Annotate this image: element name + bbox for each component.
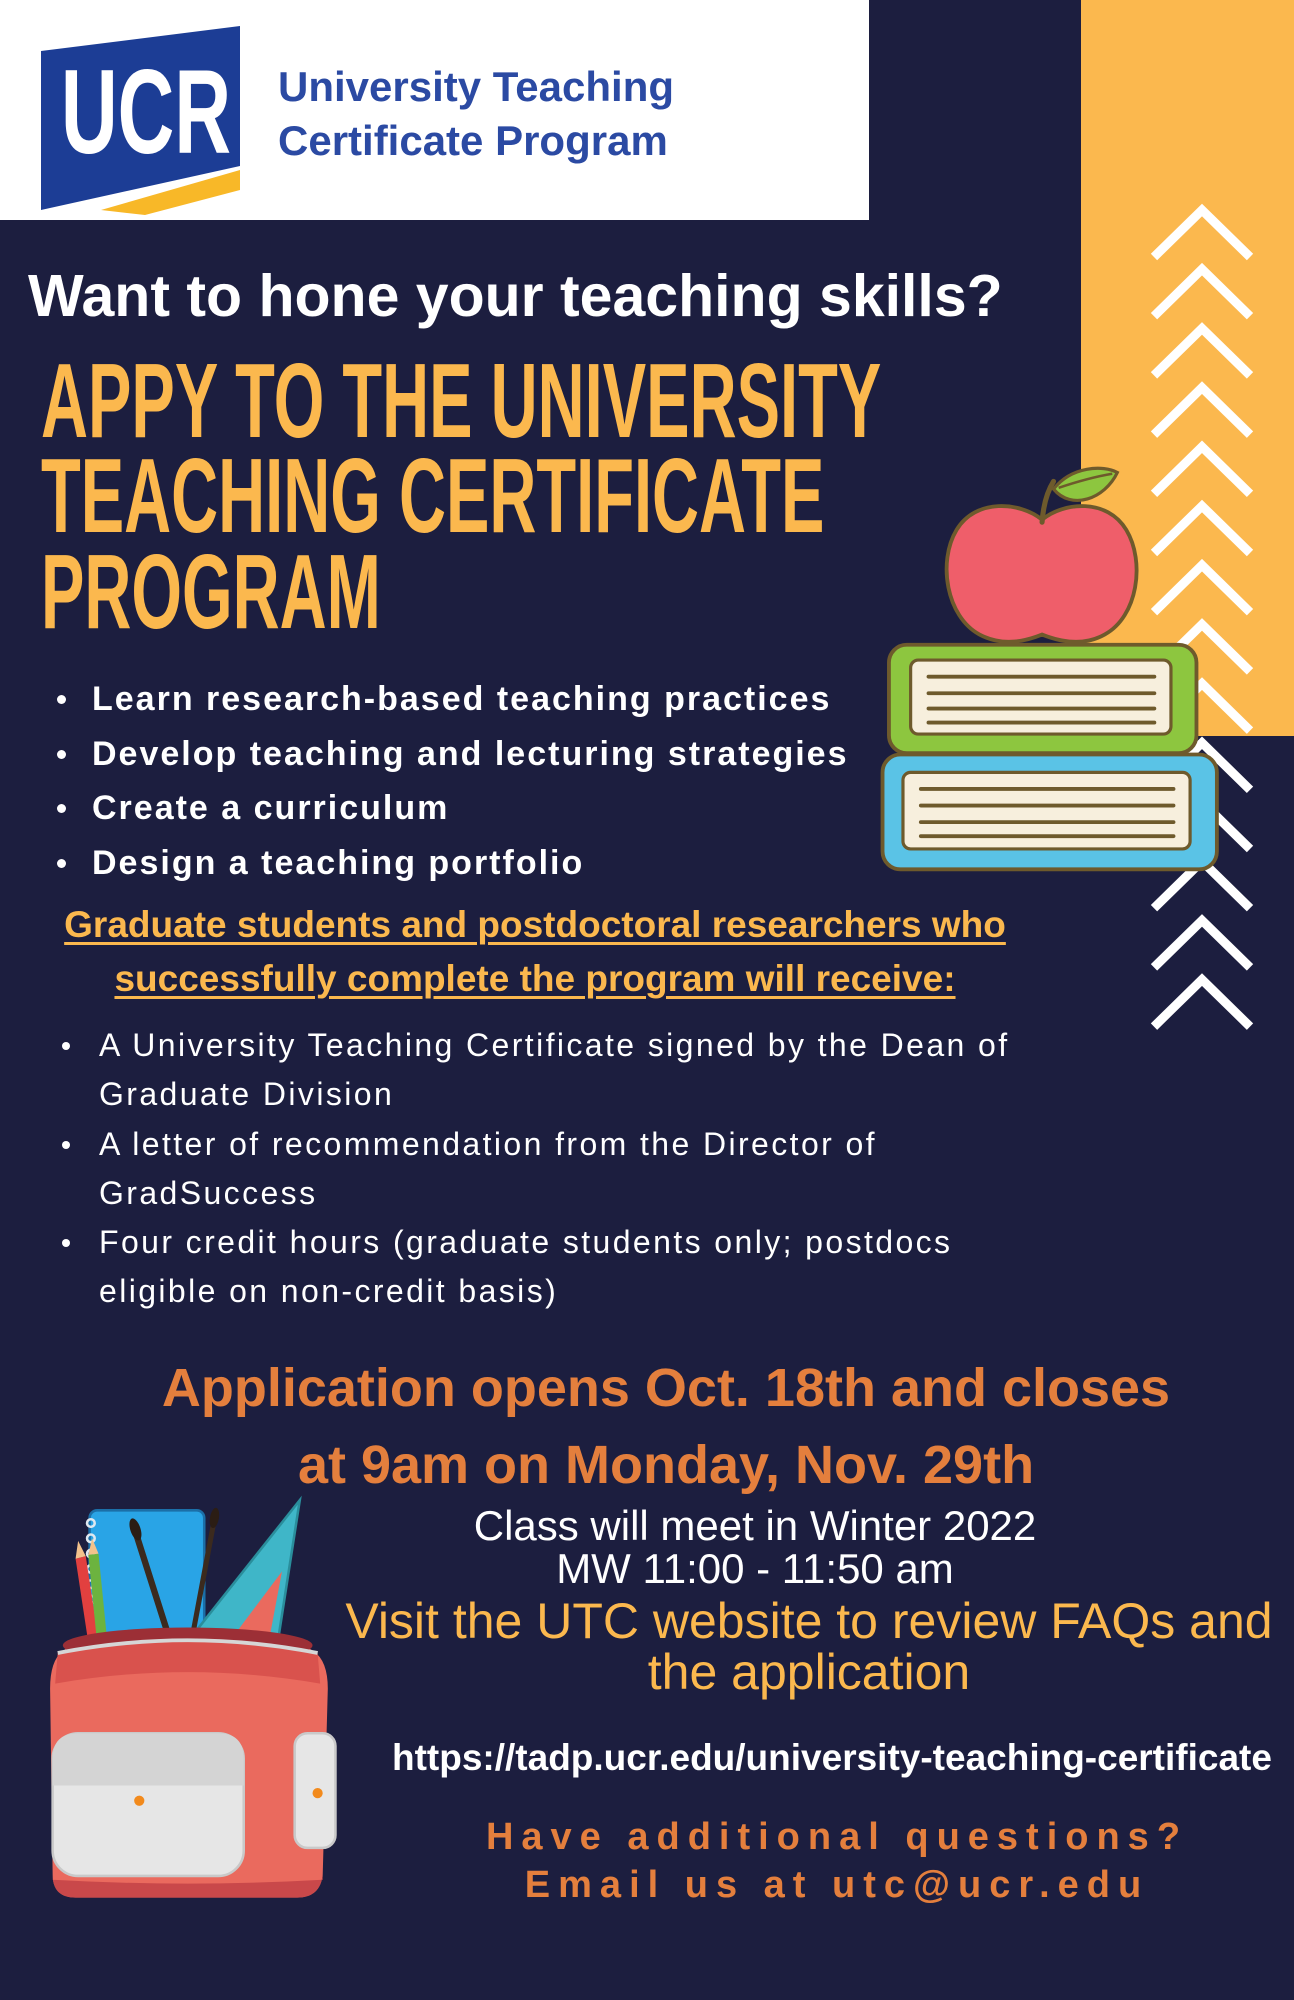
backpack-icon [45, 1497, 338, 1902]
benefits-intro-line: successfully complete the program will receive: [114, 958, 956, 999]
benefits-list [99, 1021, 1044, 1317]
list-item: Design a teaching portfolio [92, 836, 849, 891]
chevron-up-icon [1154, 328, 1250, 375]
list-item: Four credit hours (graduate students only; postdocs eligible on non-credit basis) [99, 1218, 1044, 1317]
apple [947, 468, 1137, 642]
chevron-up-icon [1154, 920, 1250, 967]
chevron-up-icon [1154, 210, 1250, 257]
benefits-intro [35, 898, 1035, 1006]
website-prompt-line: the application [647, 1644, 971, 1700]
activities-list [92, 672, 849, 890]
contact-info [437, 1813, 1237, 1909]
logo-lettering: UCR [61, 45, 231, 179]
headline-line: PROGRAM [41, 533, 381, 651]
list-item: Learn research-based teaching practices [92, 672, 849, 727]
program-name-line: Certificate Program [278, 117, 668, 164]
list-item: Create a curriculum [92, 781, 849, 836]
class-schedule [455, 1504, 1055, 1590]
chevron-up-icon [1154, 388, 1250, 435]
intro-question: Want to hone your teaching skills? [28, 263, 1003, 329]
front-pocket [53, 1733, 244, 1876]
book-bottom [883, 755, 1217, 870]
application-dates [116, 1350, 1216, 1504]
headline-line: APPY TO THE UNIVERSITY [41, 342, 882, 460]
ucr-logo [41, 24, 241, 216]
headline-line: TEACHING CERTIFICATE [41, 437, 825, 555]
website-url[interactable]: https://tadp.ucr.edu/university-teaching-certificate [392, 1737, 1272, 1778]
website-prompt [339, 1593, 1279, 1700]
chevron-up-icon [1154, 269, 1250, 316]
book-top [889, 645, 1197, 753]
schedule-term: Class will meet in Winter 2022 [473, 1502, 1037, 1549]
contact-email-line: Email us at utc@ucr.edu [524, 1864, 1150, 1906]
schedule-time: MW 11:00 - 11:50 am [556, 1545, 954, 1592]
apple-books-icon [880, 466, 1222, 872]
list-item: Develop teaching and lecturing strategies [92, 727, 849, 782]
chevron-up-icon [1154, 980, 1250, 1027]
contact-question: Have additional questions? [485, 1816, 1189, 1858]
list-item: A letter of recommendation from the Director of GradSuccess [99, 1120, 1044, 1219]
application-line: Application opens Oct. 18th and closes [161, 1358, 1171, 1418]
side-pocket [295, 1733, 336, 1848]
benefits-intro-line: Graduate students and postdoctoral researchers who [64, 904, 1006, 945]
application-line: at 9am on Monday, Nov. 29th [297, 1435, 1035, 1495]
website-prompt-line: Visit the UTC website to review FAQs and [345, 1593, 1273, 1649]
program-name [278, 60, 674, 168]
list-item: A University Teaching Certificate signed by the Dean of Graduate Division [99, 1021, 1044, 1120]
program-name-line: University Teaching [278, 63, 675, 110]
